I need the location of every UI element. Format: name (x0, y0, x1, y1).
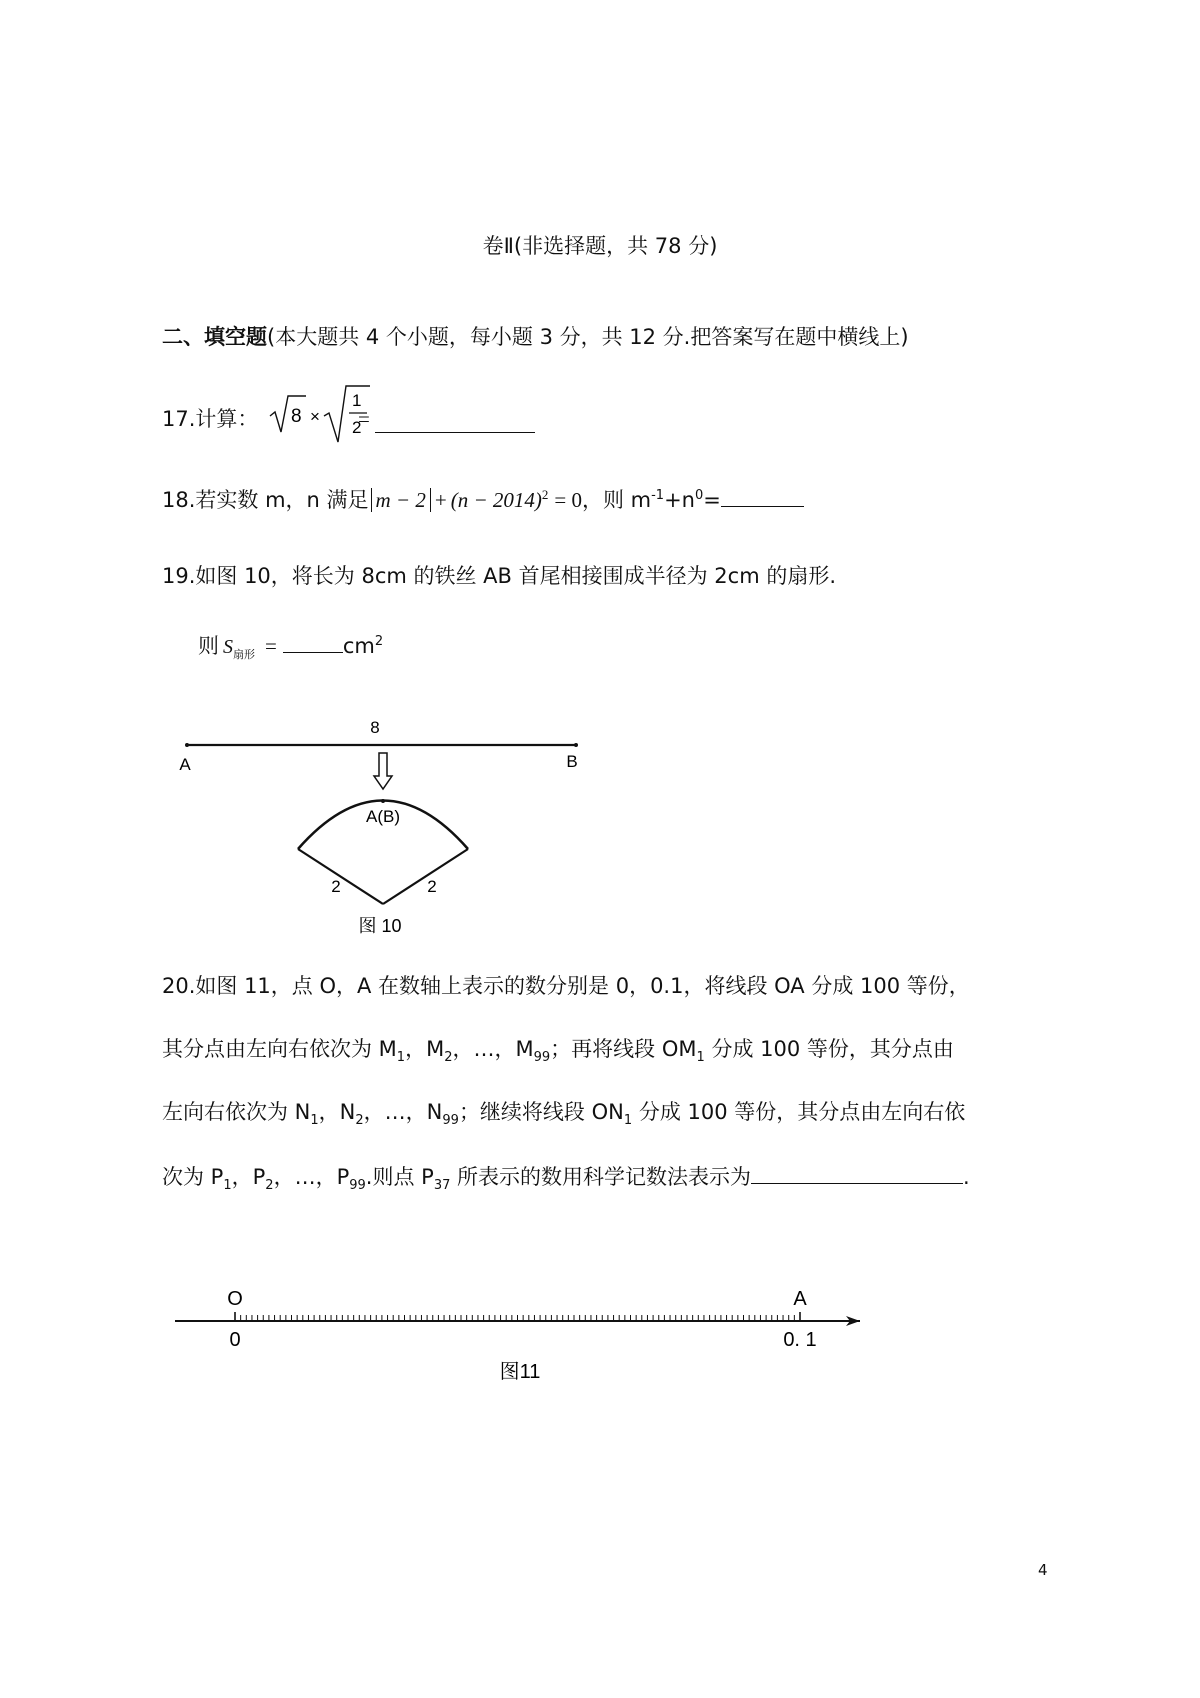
down-arrow-icon (374, 753, 392, 789)
question-19-answer-blank[interactable] (283, 630, 343, 653)
fraction-numerator: 1 (352, 391, 362, 410)
label-o: O (227, 1288, 243, 1310)
tick-marks (235, 1312, 800, 1321)
question-20-line3: 左向右依次为 $N_1$，$N_2$，…，$N_{99}$；继续将线段 $ON_1$ 分成 100 等份，其分点由左向右依 (162, 1100, 966, 1129)
question-18: 18.若实数 m，n 满足 $m - 2 + (n - 2014)^2 = 0$，则 $m^{-1}+n^0=$ (162, 481, 804, 514)
fraction-denominator: 2 (352, 418, 362, 437)
part-heading (162, 323, 909, 351)
part-heading-label: 二、填空题 (162, 325, 267, 349)
question-20-line2: 其分点由左向右依次为 $M_1$，$M_2$，…，$M_{99}$；再将线段 $OM_1$ 分成 100 等份，其分点由 (162, 1037, 954, 1066)
label-a: A (179, 755, 191, 774)
times-sign: × (310, 407, 320, 426)
question-20-line1: 20.如图 11，点 O，A 在数轴上表示的数分别是 0，0.1，将线段 OA 分成 100 等份， (162, 974, 970, 998)
label-a-b: A(B) (366, 807, 400, 826)
part-heading-desc: (本大题共 4 个小题，每小题 3 分，共 12 分.把答案写在题中横线上) (267, 325, 909, 349)
area-symbol: S (223, 636, 233, 658)
figure-10-caption: 图 10 (358, 916, 402, 936)
label-b: B (566, 752, 578, 771)
question-17-equals: = (358, 407, 370, 431)
question-17-prefix: 17.计算： (162, 407, 259, 431)
sector-radius-right (383, 849, 468, 904)
question-20-answer-blank[interactable] (751, 1161, 963, 1184)
page-number: 4 (1038, 1561, 1048, 1579)
question-20-line4: 次为 $P_1$，$P_2$，…，$P_{99}$.则点 $P_{37}$ 所表示的数用科学记数法表示为 . (162, 1161, 970, 1200)
figure-11-caption: 图11 (499, 1361, 541, 1382)
sector-apex-dot (381, 799, 385, 803)
question-19-line2: 则 $S_{扇形} = cm^2$ (198, 628, 383, 669)
figure-10 (160, 710, 600, 940)
square-expression: (n − 2014) (450, 488, 542, 512)
figure-11 (160, 1272, 880, 1382)
label-a: A (793, 1288, 807, 1310)
radius-label-left: 2 (331, 877, 341, 896)
tick-label-zero: 0 (229, 1329, 241, 1351)
question-19-line1: 19.如图 10，将长为 8cm 的铁丝 AB 首尾相接围成半径为 2cm 的扇形. (162, 564, 837, 588)
point-b-dot (574, 743, 578, 747)
length-label: 8 (370, 718, 380, 737)
radius-label-right: 2 (427, 877, 437, 896)
radicand-8: 8 (291, 406, 302, 427)
question-18-answer-blank[interactable] (721, 484, 804, 507)
tick-label-tenth: 0. 1 (783, 1329, 817, 1351)
question-17-answer-blank[interactable] (375, 408, 535, 433)
absolute-value-expression: m − 2 (371, 488, 431, 512)
section-title: 卷Ⅱ(非选择题，共 78 分) (482, 234, 718, 258)
point-a-dot (185, 743, 189, 747)
